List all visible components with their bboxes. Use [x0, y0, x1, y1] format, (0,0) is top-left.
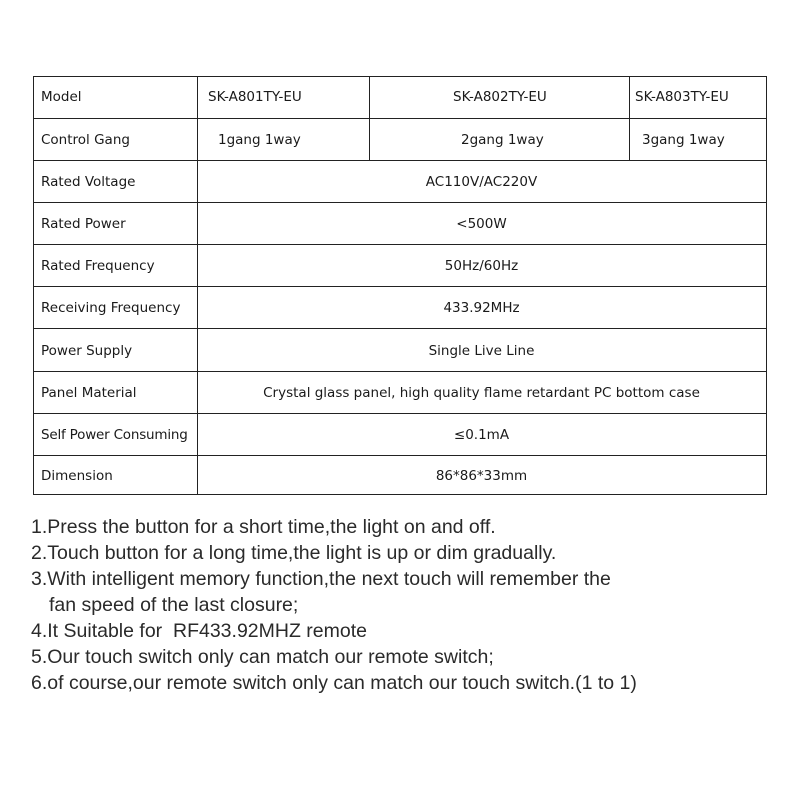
table-row-self-power-consuming — [33, 413, 766, 456]
feature-notes — [31, 514, 637, 696]
row-label: Power Supply — [41, 342, 133, 359]
row-label: Panel Material — [41, 385, 137, 401]
note-item-continuation: fan speed of the last closure; — [49, 594, 299, 616]
model-value-2: SK-A802TY-EU — [453, 89, 547, 105]
row-label: Receiving Frequency — [41, 300, 181, 316]
table-row-dimension — [33, 455, 766, 495]
rated-frequency-value: 50Hz/60Hz — [444, 258, 519, 274]
table-row-control-gang — [33, 118, 766, 161]
row-label: Model — [41, 89, 82, 105]
model-value-1: SK-A801TY-EU — [208, 89, 302, 105]
note-item: 2.Touch button for a long time,the light is up or dim gradually. — [31, 542, 557, 564]
row-label: Self Power Consuming — [41, 427, 188, 443]
row-label: Rated Voltage — [41, 174, 136, 190]
control-gang-value-1: 1gang 1way — [218, 132, 301, 148]
note-item: 4.It Suitable for RF433.92MHZ remote — [31, 620, 367, 642]
control-gang-value-2: 2gang 1way — [461, 132, 544, 148]
self-power-consuming-value: ≤0.1mA — [453, 427, 510, 443]
table-row-rated-power — [33, 202, 766, 245]
receiving-frequency-value: 433.92MHz — [443, 300, 520, 316]
row-label: Control Gang — [41, 132, 130, 148]
table-row-power-supply — [33, 328, 766, 372]
note-item: 3.With intelligent memory function,the next touch will remember the — [31, 568, 611, 590]
row-label: Dimension — [41, 467, 113, 484]
table-row-rated-frequency — [33, 244, 766, 287]
power-supply-value: Single Live Line — [428, 342, 535, 359]
table-row-model — [33, 76, 766, 118]
model-value-3: SK-A803TY-EU — [635, 89, 729, 105]
table-row-rated-voltage — [33, 160, 766, 203]
control-gang-value-3: 3gang 1way — [642, 132, 725, 148]
note-item: 5.Our touch switch only can match our remote switch; — [31, 646, 494, 668]
rated-power-value: <500W — [456, 216, 507, 232]
row-label: Rated Frequency — [41, 258, 155, 274]
note-item: 1.Press the button for a short time,the light on and off. — [31, 516, 496, 538]
row-label: Rated Power — [41, 216, 126, 232]
dimension-value: 86*86*33mm — [435, 467, 528, 484]
note-item: 6.of course,our remote switch only can match our touch switch.(1 to 1) — [31, 672, 637, 694]
spec-table — [33, 76, 766, 494]
table-row-panel-material — [33, 371, 766, 414]
table-row-receiving-frequency — [33, 286, 766, 329]
panel-material-value: Crystal glass panel, high quality flame retardant PC bottom case — [263, 385, 700, 401]
rated-voltage-value: AC110V/AC220V — [425, 174, 538, 190]
